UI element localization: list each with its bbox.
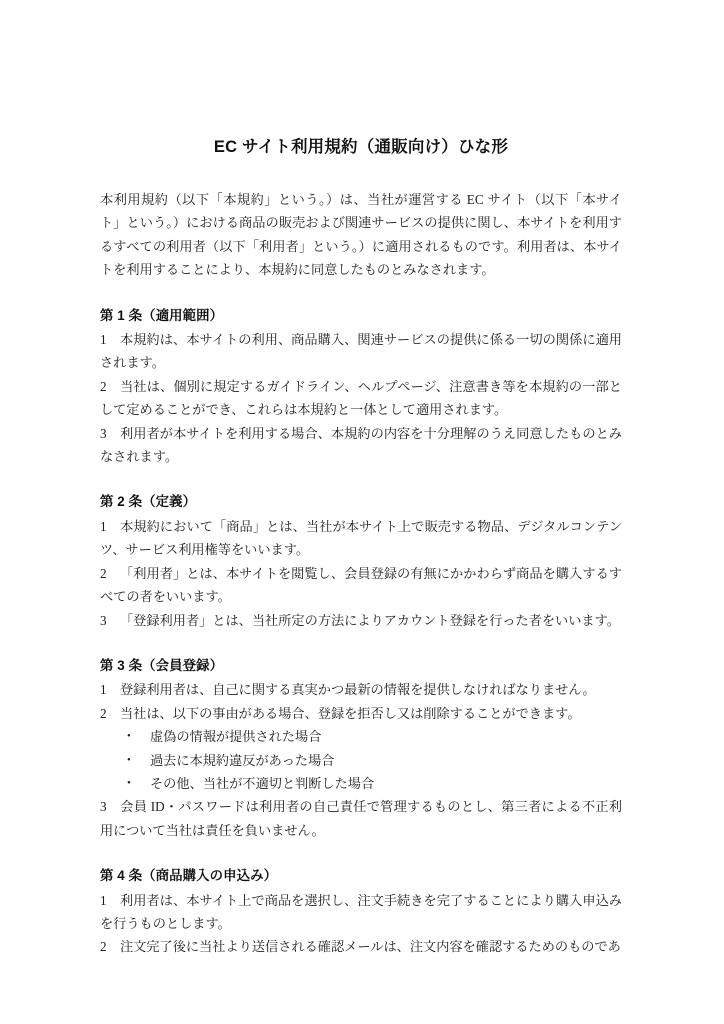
item-text: 会員 ID・パスワードは利用者の自己責任で管理するものとし、第三者による不正利用について当社は責任を負いません。: [100, 799, 622, 838]
item-text: 当社は、個別に規定するガイドライン、ヘルプページ、注意書き等を本規約の一部として定めることができ、これらは本規約と一体として適用されます。: [100, 378, 622, 418]
item-number: 3: [100, 612, 107, 628]
item-number: 1: [100, 332, 107, 348]
item-number: 2: [100, 939, 107, 955]
item-text: 利用者は、本サイト上で商品を選択し、注文手続きを完了することにより購入申込みを行うものとします。: [100, 892, 622, 931]
item-text: 注文完了後に当社より送信される確認メールは、注文内容を確認するためのものであ: [120, 939, 621, 955]
bullet-icon: •: [127, 753, 131, 766]
article-2-item-2: [100, 562, 622, 609]
article-1-item-3: [100, 422, 622, 469]
page-title: EC サイト利用規約（通販向け）ひな形: [213, 138, 509, 156]
item-text: 当社は、以下の事由がある場合、登録を拒否し又は削除することができます。: [120, 705, 581, 721]
list-item-label: 過去に本規約違反があった場合: [150, 752, 335, 768]
document-body: [100, 188, 622, 959]
list-item: [100, 725, 622, 748]
list-item-label: 虚偽の情報が提供された場合: [150, 729, 322, 745]
article-3-item-3: [100, 795, 622, 842]
article-1-item-2: [100, 375, 622, 422]
item-text: 本規約は、本サイトの利用、商品購入、関連サービスの提供に係る一切の関係に適用されます。: [100, 332, 622, 371]
intro-paragraph: 本利用規約（以下「本規約」という。）は、当社が運営する EC サイト（以下「本サイト」という。）における商品の販売および関連サービスの提供に関し、本サイトを利用するすべての利用者（以下「利用者」という。）に適用されるものです。利用者は、本サイトを利用することにより、本規約に同意したものとみなされます。: [100, 192, 622, 278]
item-text: 登録利用者は、自己に関する真実かつ最新の情報を提供しなければなりません。: [120, 682, 596, 698]
article-1-item-1: [100, 328, 622, 375]
article-heading-1: 第 1 条（適用範囲）: [100, 307, 224, 323]
item-number: 2: [100, 705, 107, 721]
article-2-item-3: [100, 609, 622, 632]
bullet-icon: •: [127, 730, 131, 743]
list-item: [100, 749, 622, 772]
article-3-bullet-list: [100, 725, 622, 795]
item-number: 1: [100, 892, 107, 908]
article-section-3: [100, 654, 622, 842]
item-text: 「利用者」とは、本サイトを閲覧し、会員登録の有無にかかわらず商品を購入するすべての者をいいます。: [100, 565, 622, 605]
article-section-1: [100, 304, 622, 469]
article-3-item-2: [100, 702, 622, 725]
article-4-item-2: [100, 935, 622, 958]
item-number: 1: [100, 682, 107, 698]
item-text: 本規約において「商品」とは、当社が本サイト上で販売する物品、デジタルコンテンツ、サービス利用権等をいいます。: [100, 518, 622, 558]
item-number: 1: [100, 518, 107, 534]
article-4-item-1: [100, 889, 622, 936]
item-number: 2: [100, 378, 107, 394]
item-number: 3: [100, 425, 107, 441]
list-item: [100, 772, 622, 795]
article-3-item-1: [100, 678, 622, 701]
list-item-label: その他、当社が不適切と判断した場合: [150, 775, 375, 791]
item-text: 利用者が本サイトを利用する場合、本規約の内容を十分理解のうえ同意したものとみなされます。: [100, 425, 622, 465]
bullet-icon: •: [127, 776, 131, 789]
article-section-4: [100, 864, 622, 959]
item-number: 3: [100, 799, 107, 815]
item-text: 「登録利用者」とは、当社所定の方法によりアカウント登録を行った者をいいます。: [120, 612, 620, 628]
article-heading-3: 第 3 条（会員登録）: [100, 657, 224, 673]
article-section-2: [100, 490, 622, 631]
article-2-item-1: [100, 515, 622, 562]
article-heading-4: 第 4 条（商品購入の申込み）: [100, 868, 278, 884]
item-number: 2: [100, 565, 107, 581]
article-heading-2: 第 2 条（定義）: [100, 494, 197, 510]
